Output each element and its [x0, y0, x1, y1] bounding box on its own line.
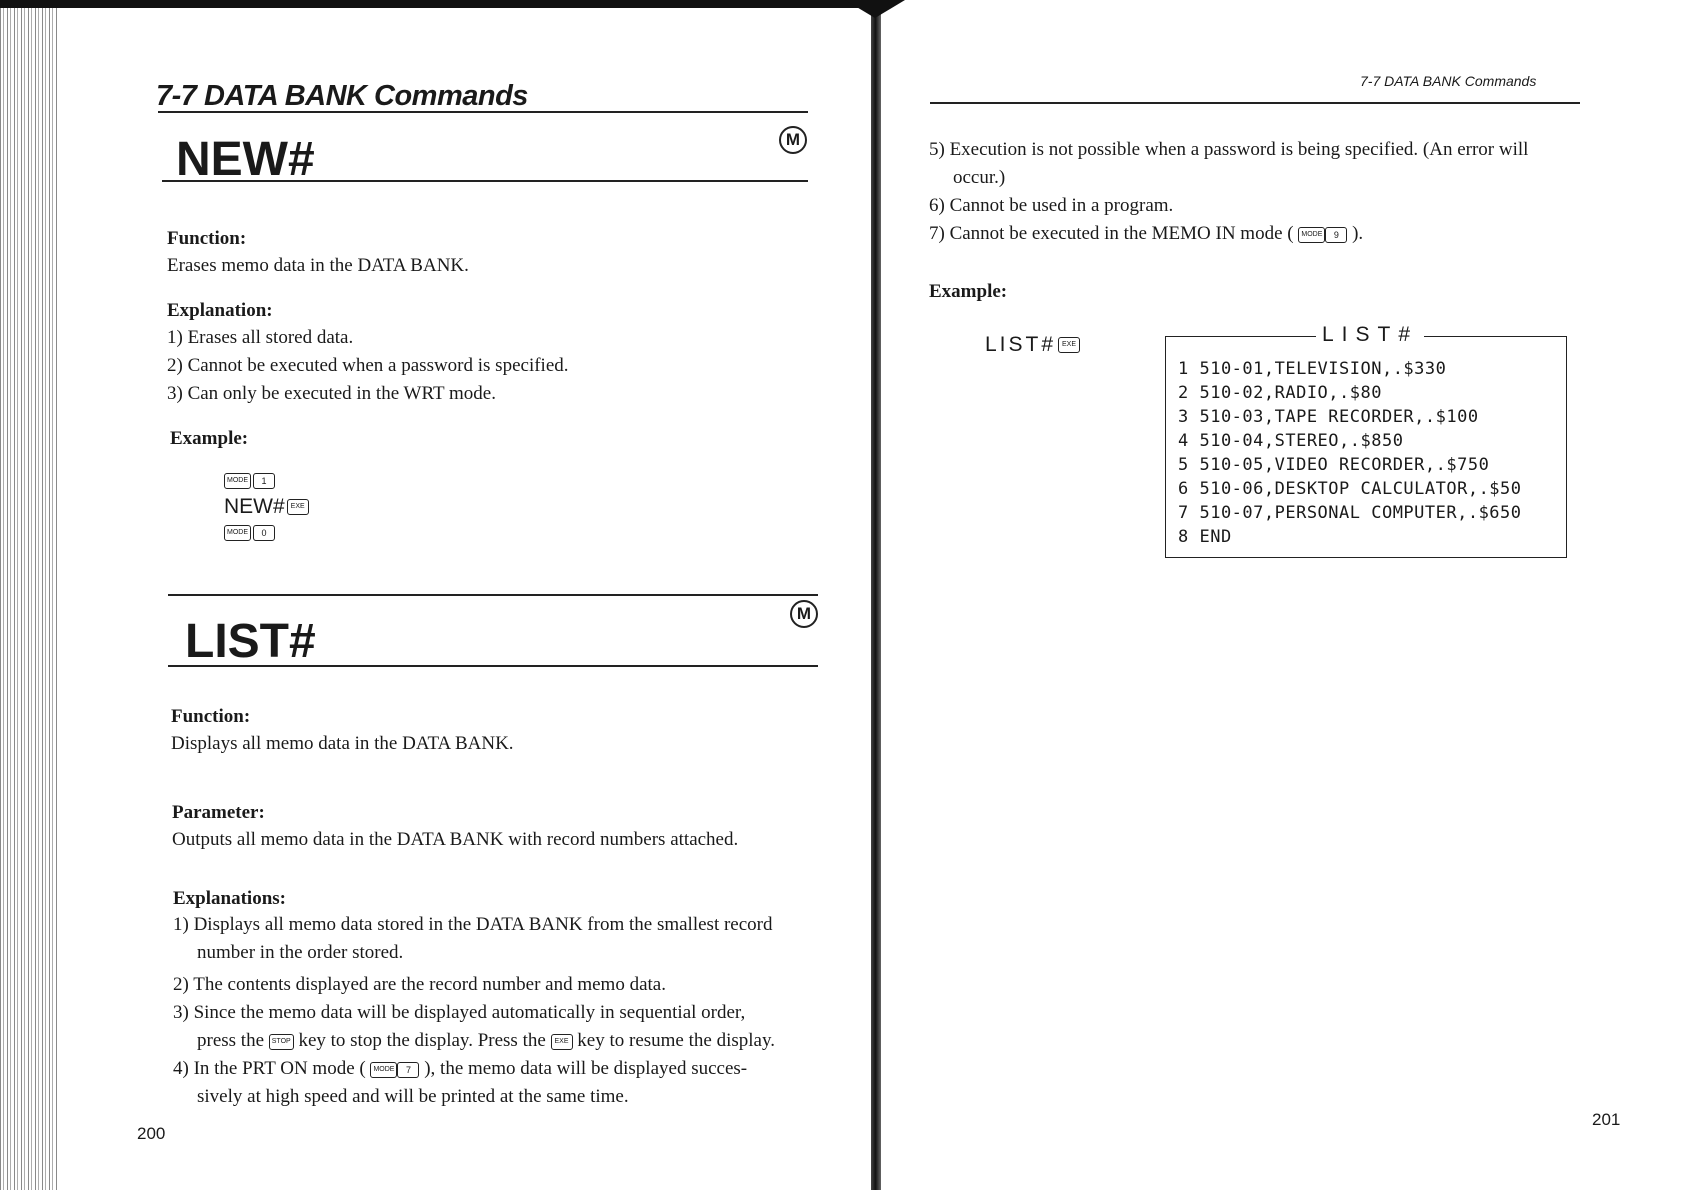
new-function-text: Erases memo data in the DATA BANK. [167, 255, 469, 276]
example-line [224, 494, 309, 520]
nine-key-icon: 9 [1325, 227, 1347, 243]
running-head-rule [930, 102, 1580, 104]
list-item [173, 971, 833, 999]
example-line [224, 520, 309, 546]
new-example-heading: Example: [170, 428, 249, 449]
list-item: 1) Erases all stored data. [167, 327, 354, 348]
list-command-rule [168, 665, 818, 667]
list-display-output [1165, 323, 1567, 558]
list-item [929, 192, 1589, 220]
mode-key-icon: MODE [1298, 227, 1325, 243]
list-item [173, 911, 833, 939]
display-line: 6 510-06,DESKTOP CALCULATOR,.$50 [1178, 479, 1522, 499]
item-number: 7) [929, 223, 945, 244]
list-parameter-text: Outputs all memo data in the DATA BANK with record numbers attached. [172, 829, 739, 850]
new-command-rule [162, 180, 808, 182]
list-item [173, 999, 833, 1027]
example-command-text: NEW# [224, 495, 285, 518]
chapter-title-rule [158, 111, 808, 113]
zero-key-icon: 0 [253, 525, 275, 541]
list-command-top-rule [168, 594, 818, 596]
display-line: 7 510-07,PERSONAL COMPUTER,.$650 [1178, 503, 1522, 523]
item-text: Cannot be executed in the MEMO IN mode ( [949, 223, 1294, 244]
item-text: Execution is not possible when a password is being specified. (An error will [949, 139, 1529, 160]
new-explanation-list [167, 324, 569, 408]
item-number: 3) [173, 1002, 189, 1023]
right-page [880, 0, 1684, 1190]
list-item [173, 1055, 833, 1083]
mode-key-icon: MODE [224, 473, 251, 489]
one-key-icon: 1 [253, 473, 275, 489]
new-explanation-heading: Explanation: [167, 300, 273, 321]
list-function-heading: Function: [171, 706, 251, 727]
list-function-text: Displays all memo data in the DATA BANK. [171, 733, 514, 754]
chapter-title: 7-7 DATA BANK Commands [156, 80, 528, 112]
new-example-keys [224, 468, 309, 546]
example-command [985, 332, 1080, 358]
display-line: 5 510-05,VIDEO RECORDER,.$750 [1178, 455, 1490, 475]
list-item-continuation: sively at high speed and will be printed at the same time. [197, 1086, 629, 1107]
new-command-title: NEW# [176, 133, 315, 186]
display-line: 4 510-04,STEREO,.$850 [1178, 431, 1404, 451]
mode-key-icon: MODE [370, 1062, 397, 1078]
item-number: 4) [173, 1058, 189, 1079]
mode-badge-icon: M [779, 126, 807, 154]
new-function-heading: Function: [167, 228, 247, 249]
item-text: Displays all memo data stored in the DATA BANK from the smallest record [193, 914, 773, 935]
item-text: In the PRT ON mode ( [193, 1058, 366, 1079]
item-number: 2) [173, 974, 189, 995]
display-label: LIST# [1316, 323, 1424, 347]
display-lines [1178, 357, 1522, 549]
exe-key-icon: EXE [287, 499, 309, 515]
display-line: 1 510-01,TELEVISION,.$330 [1178, 359, 1447, 379]
item-number: 5) [929, 139, 945, 160]
list-parameter-heading: Parameter: [172, 802, 265, 823]
page-number: 201 [1592, 1110, 1621, 1129]
list-item-continuation: occur.) [953, 167, 1006, 188]
list-explanation-list [173, 911, 833, 1111]
running-head: 7-7 DATA BANK Commands [1360, 73, 1537, 89]
stop-key-icon: STOP [269, 1034, 294, 1050]
continued-explanation-list [929, 136, 1589, 248]
item-text: Cannot be used in a program. [949, 195, 1174, 216]
exe-key-icon: EXE [1058, 337, 1080, 353]
list-item-continuation: number in the order stored. [197, 942, 404, 963]
item-text: ). [1352, 223, 1364, 244]
item-text: The contents displayed are the record number and memo data. [193, 974, 666, 995]
mode-badge-icon: M [790, 600, 818, 628]
list-item [929, 220, 1589, 248]
item-text: Since the memo data will be displayed automatically in sequential order, [193, 1002, 746, 1023]
page-number: 200 [137, 1124, 166, 1143]
list-item: 2) Cannot be executed when a password is specified. [167, 355, 569, 376]
exe-key-icon: EXE [551, 1034, 573, 1050]
item-text: press the [197, 1030, 265, 1051]
item-text: key to stop the display. Press the [298, 1030, 546, 1051]
display-line: 8 END [1178, 527, 1232, 547]
example-line [224, 468, 309, 494]
display-line: 3 510-03,TAPE RECORDER,.$100 [1178, 407, 1479, 427]
list-command-title: LIST# [185, 615, 316, 668]
item-number: 6) [929, 195, 945, 216]
item-text: key to resume the display. [577, 1030, 775, 1051]
list-item [929, 136, 1589, 164]
display-line: 2 510-02,RADIO,.$80 [1178, 383, 1382, 403]
item-number: 1) [173, 914, 189, 935]
item-text: ), the memo data will be displayed succes- [424, 1058, 748, 1079]
list-explanation-heading: Explanations: [173, 888, 286, 909]
example-command-text: LIST# [985, 333, 1057, 356]
mode-key-icon: MODE [224, 525, 251, 541]
list-item: 3) Can only be executed in the WRT mode. [167, 383, 496, 404]
example-heading: Example: [929, 281, 1008, 302]
list-item-continuation [173, 1027, 833, 1055]
seven-key-icon: 7 [397, 1062, 419, 1078]
